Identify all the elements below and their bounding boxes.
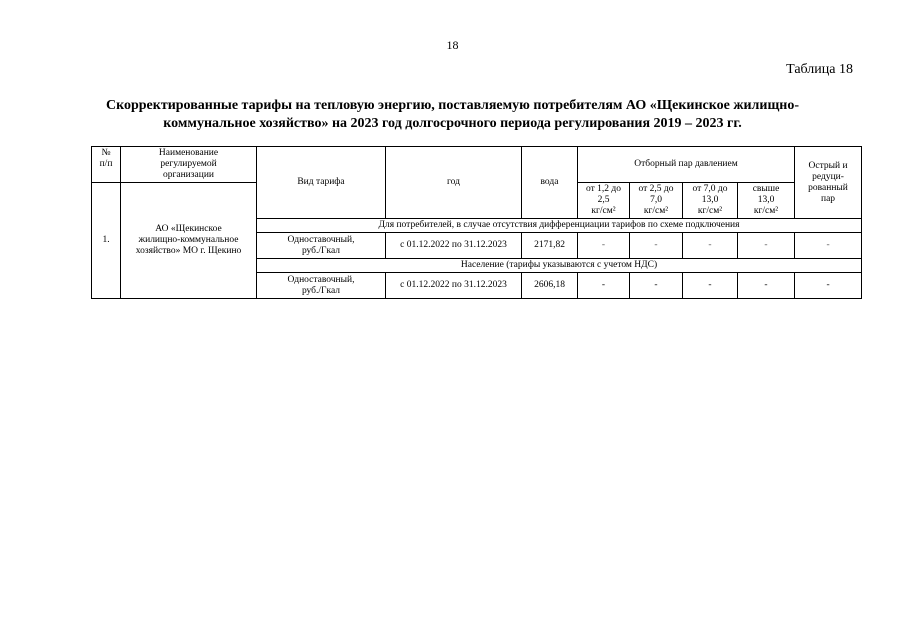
steam-value-cell: - bbox=[578, 233, 630, 259]
steam-value-cell: - bbox=[738, 233, 795, 259]
title-line-2: коммунальное хозяйство» на 2023 год долгосрочного периода регулирования 2019 – 2023 гг. bbox=[163, 116, 742, 131]
header-steam-4: свыше 13,0 кг/см² bbox=[738, 183, 795, 219]
tariff-type-cell: Одноставочный, руб./Гкал bbox=[257, 273, 386, 299]
header-org: Наименование регулируемой организации bbox=[121, 147, 257, 183]
section-caption: Население (тарифы указываются с учетом НДС) bbox=[257, 259, 862, 273]
header-steam-2: от 2,5 до 7,0 кг/см² bbox=[630, 183, 683, 219]
steam-value-cell: - bbox=[630, 233, 683, 259]
header-sharp-steam: Острый и редуци- рованный пар bbox=[795, 147, 862, 219]
page-number: 18 bbox=[446, 38, 459, 52]
header-row-1 bbox=[92, 147, 862, 183]
org-name-cell: АО «Щекинское жилищно-коммунальное хозяйство» МО г. Щекино bbox=[121, 183, 257, 299]
section-caption: Для потребителей, в случае отсутствия дифференциации тарифов по схеме подключения bbox=[257, 219, 862, 233]
steam-value-cell: - bbox=[683, 273, 738, 299]
header-water: вода bbox=[522, 147, 578, 219]
header-steam-group: Отборный пар давлением bbox=[578, 147, 795, 183]
sharp-steam-value-cell: - bbox=[795, 273, 862, 299]
steam-value-cell: - bbox=[683, 233, 738, 259]
header-steam-1: от 1,2 до 2,5 кг/см² bbox=[578, 183, 630, 219]
steam-value-cell: - bbox=[578, 273, 630, 299]
document-title bbox=[60, 97, 845, 133]
table-label: Таблица 18 bbox=[786, 62, 853, 77]
tariff-table bbox=[91, 146, 862, 299]
org-num-cell: 1. bbox=[92, 183, 121, 299]
header-tariff-type: Вид тарифа bbox=[257, 147, 386, 219]
period-cell: с 01.12.2022 по 31.12.2023 bbox=[386, 273, 522, 299]
steam-value-cell: - bbox=[630, 273, 683, 299]
water-value-cell: 2171,82 bbox=[522, 233, 578, 259]
water-value-cell: 2606,18 bbox=[522, 273, 578, 299]
tariff-type-cell: Одноставочный, руб./Гкал bbox=[257, 233, 386, 259]
header-num: № п/п bbox=[92, 147, 121, 183]
steam-value-cell: - bbox=[738, 273, 795, 299]
header-year: год bbox=[386, 147, 522, 219]
sharp-steam-value-cell: - bbox=[795, 233, 862, 259]
header-steam-3: от 7,0 до 13,0 кг/см² bbox=[683, 183, 738, 219]
title-line-1: Скорректированные тарифы на тепловую энергию, поставляемую потребителям АО «Щекинское жилищно- bbox=[105, 98, 800, 113]
period-cell: с 01.12.2022 по 31.12.2023 bbox=[386, 233, 522, 259]
